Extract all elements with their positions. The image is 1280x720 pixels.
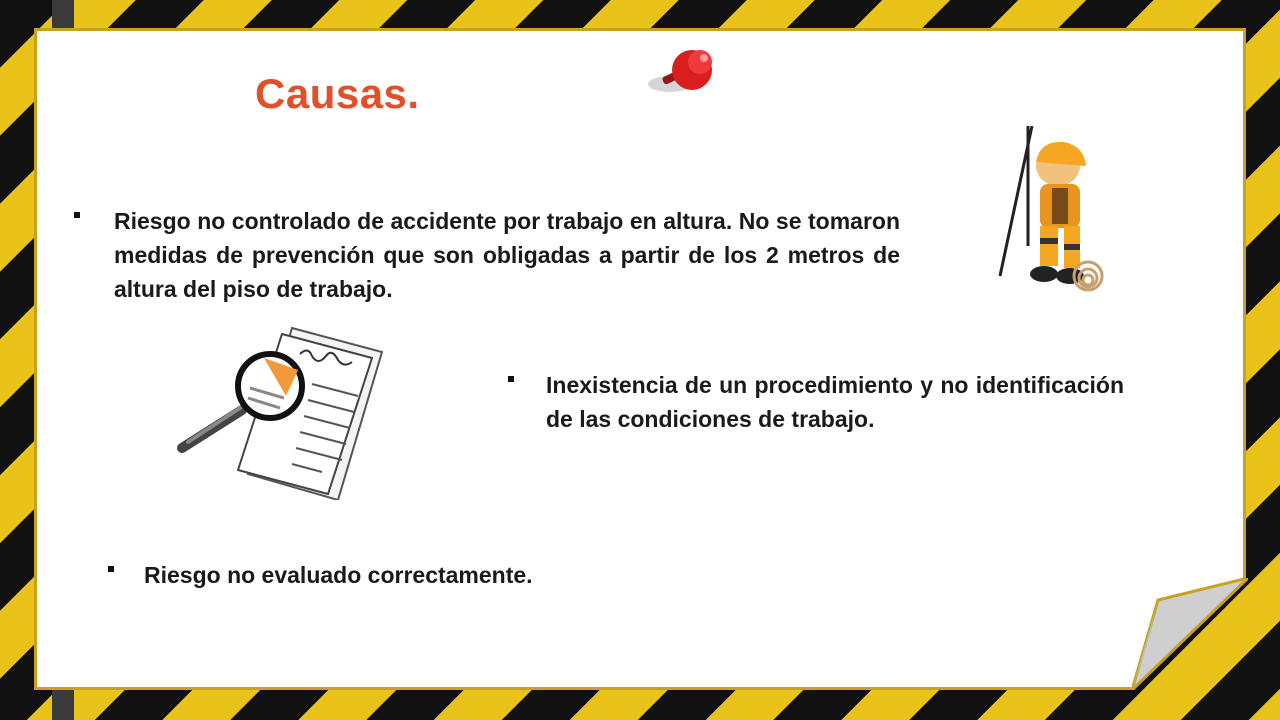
bullet-item-1	[74, 204, 900, 306]
slide-title: Causas.	[255, 70, 420, 117]
worker-climbing-illustration	[980, 126, 1110, 306]
bullet-text: Inexistencia de un procedimiento y no identificación de las condiciones de trabajo.	[546, 372, 1124, 432]
bullet-marker	[74, 212, 80, 218]
page-curl-corner	[1132, 578, 1248, 690]
bullet-text: Riesgo no controlado de accidente por trabajo en altura. No se tomaron medidas de prevención que son obligadas a partir de los 2 metros de altura del piso de trabajo.	[114, 208, 900, 302]
bullet-marker	[108, 566, 114, 572]
push-pin-icon	[640, 40, 730, 110]
bullet-marker	[508, 376, 514, 382]
bullet-item-2	[508, 368, 1124, 436]
documents-magnifier-illustration	[172, 324, 394, 500]
bullet-text: Riesgo no evaluado correctamente.	[144, 562, 533, 588]
bullet-item-3	[108, 558, 668, 592]
